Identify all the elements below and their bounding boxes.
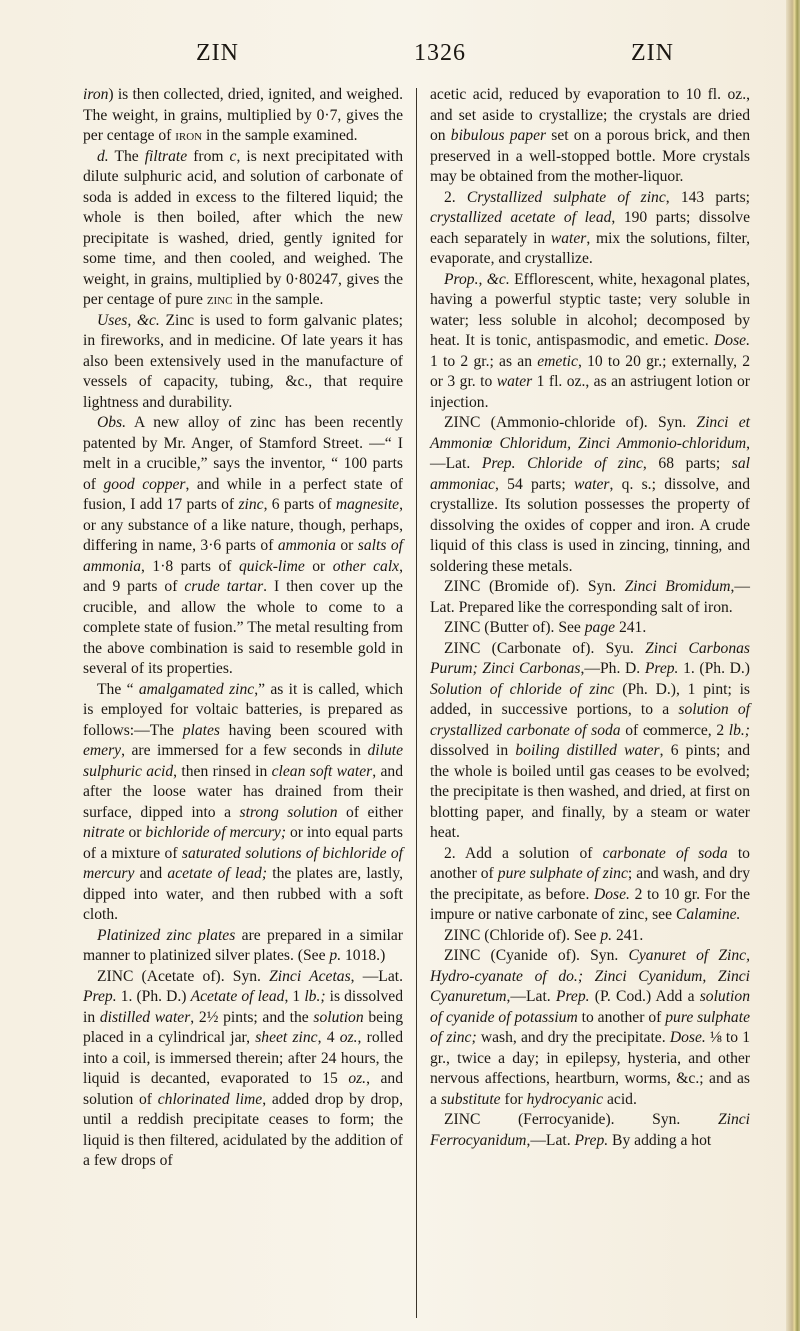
- paragraph: 2. Crystallized sulphate of zinc, 143 parts; crystallized acetate of lead, 190 parts; dissolve each separately in water, mix the solutions, filter, evaporate, and crystallize.: [430, 188, 750, 267]
- left-text-column: [83, 85, 403, 1172]
- paragraph: Obs. A new alloy of zinc has been recently patented by Mr. Anger, of Stamford Street. —“ I melt in a crucible,” says the inventor, “ 100 parts of good copper, and while in a perfect state of fusion, I add 17 parts of zinc, 6 parts of magnesite, or any substance of a like nature, though, perhaps, differing in name, 3·6 parts of ammonia or salts of ammonia, 1·8 parts of quick-lime or other calx, and 9 parts of crude tartar. I then cover up the crucible, and allow the whole to come to a complete state of fusion.” The metal resulting from the above combination is said to resemble gold in several of its properties.: [83, 414, 403, 677]
- paragraph: Uses, &c. Zinc is used to form galvanic plates; in fireworks, and in medicine. Of late years it has also been extensively used in the manufacture of vessels of capacity, tubing, &c., that require lightness and durability.: [83, 311, 403, 411]
- paragraph: 2. Add a solution of carbonate of soda to another of pure sulphate of zinc; and wash, and dry the precipitate, as before. Dose. 2 to 10 gr. For the impure or native carbonate of zinc, see Calamine.: [430, 844, 751, 923]
- paragraph: ZINC (Chloride of). See p. 241.: [444, 926, 644, 944]
- paragraph: ZINC (Ammonio-chloride of). Syn. Zinci et Ammoniœ Chloridum, Zinci Ammonio-chloridum,—Lat. Prep. Chloride of zinc, 68 parts; sal ammoniac, 54 parts; water, q. s.; dissolve, and crystallize. Its solution possesses the property of dissolving the oxides of copper and iron. A crude liquid of this class is used in zincing, tinning, and soldering these metals.: [430, 414, 750, 575]
- paragraph: ZINC (Butter of). See page 241.: [444, 619, 647, 636]
- paragraph: d. The filtrate from c, is next precipitated with dilute sulphuric acid, and solution of carbonate of soda is added in excess to the filtered liquid; the whole is then boiled, after which the new precipitate is washed, dried, gently ignited for some time, and then cooled, and weighed. The weight, in grains, multiplied by 0·80247, gives the per centage of pure zinc in the sample.: [83, 147, 404, 308]
- paragraph: Prop., &c. Efflorescent, white, hexagonal plates, having a powerful styptic taste; very soluble in water; less soluble in alcohol; decomposed by heat. It is tonic, antispasmodic, and emetic. Dose. 1 to 2 gr.; as an emetic, 10 to 20 gr.; externally, 2 or 3 gr. to water 1 fl. oz., as an astriugent lotion or injection.: [430, 270, 751, 411]
- paragraph: ZINC (Ferrocyanide). Syn. Zinci Ferrocyanidum,—Lat. Prep. By adding a hot: [430, 1111, 750, 1149]
- paragraph: acetic acid, reduced by evaporation to 10 fl. oz., and set aside to crystallize; the crystals are dried on bibulous paper set on a porous brick, and then preserved in a well-stopped bottle. More crystals may be obtained from the mother-liquor.: [430, 86, 750, 185]
- paragraph: The “ amalgamated zinc,” as it is called, which is employed for voltaic batteries, is prepared as follows:—The plates having been scoured with emery, are immersed for a few seconds in dilute sulphuric acid, then rinsed in clean soft water, and after the loose water has drained from their surface, dipped into a strong solution of either nitrate or bichloride of mercury; or into equal parts of a mixture of saturated solutions of bichloride of mercury and acetate of lead; the plates are, lastly, dipped into water, and then rubbed with a soft cloth.: [83, 680, 404, 923]
- paragraph: ZINC (Carbonate of). Syu. Zinci Carbonas Purum; Zinci Carbonas,—Ph. D. Prep. 1. (Ph. D.) Solution of chloride of zinc (Ph. D.), 1 pint; is added, in successive portions, to a solution of crystallized carbonate of soda of c̴ommerce, 2 lb.; dissolved in boiling distilled water, 6 pints; and the whole is boiled until gas ceases to be evolved; the precipitate is then washed, and dried, at first on blotting paper, and finally, by a steam or water heat.: [430, 639, 750, 841]
- paragraph: iron) is then collected, dried, ignited, and weighed. The weight, in grains, multiplied by 0·7, gives the per centage of iron in the sample examined.: [83, 86, 403, 144]
- running-header: [86, 40, 774, 70]
- paragraph: Platinized zinc plates are prepared in a similar manner to platinized silver plates. (See p. 1018.): [83, 926, 403, 964]
- paragraph: ZINC (Acetate of). Syn. Zinci Acetas, —Lat. Prep. 1. (Ph. D.) Acetate of lead, 1 lb.; is dissolved in distilled water, 2½ pints; and the solution being placed in a cylindrical jar, sheet zinc, 4 oz., rolled into a coil, is immersed therein; after 24 hours, the liquid is decanted, evaporated to 15 oz., and solution of chlorinated lime, added drop by drop, until a reddish precipitate ceases to form; the liquid is then filtered, acidulated by the addition of a few drops of: [83, 967, 404, 1169]
- column-divider: [416, 88, 417, 1318]
- page-number: 1326: [414, 40, 466, 66]
- paragraph: ZINC (Bromide of). Syn. Zinci Bromidum,—Lat. Prepared like the corresponding salt of iron.: [430, 578, 750, 616]
- page-edge-binding: [786, 0, 800, 1331]
- header-right-guide-word: ZIN: [631, 40, 674, 66]
- header-left-guide-word: ZIN: [196, 40, 239, 66]
- right-text-column: [430, 85, 750, 1151]
- paragraph: ZINC (Cyanide of). Syn. Cyanuret of Zinc, Hydro-cyanate of do.; Zinci Cyanidum, Zinci Cyanuretum,—Lat. Prep. (P. Cod.) Add a solution of cyanide of potassium to another of pure sulphate of zinc; wash, and dry the precipitate. Dose. ⅛ to 1 gr., twice a day; in epilepsy, hysteria, and other nervous affections, heartburn, worms, &c.; and as a substitute for hydrocyanic acid.: [430, 947, 750, 1108]
